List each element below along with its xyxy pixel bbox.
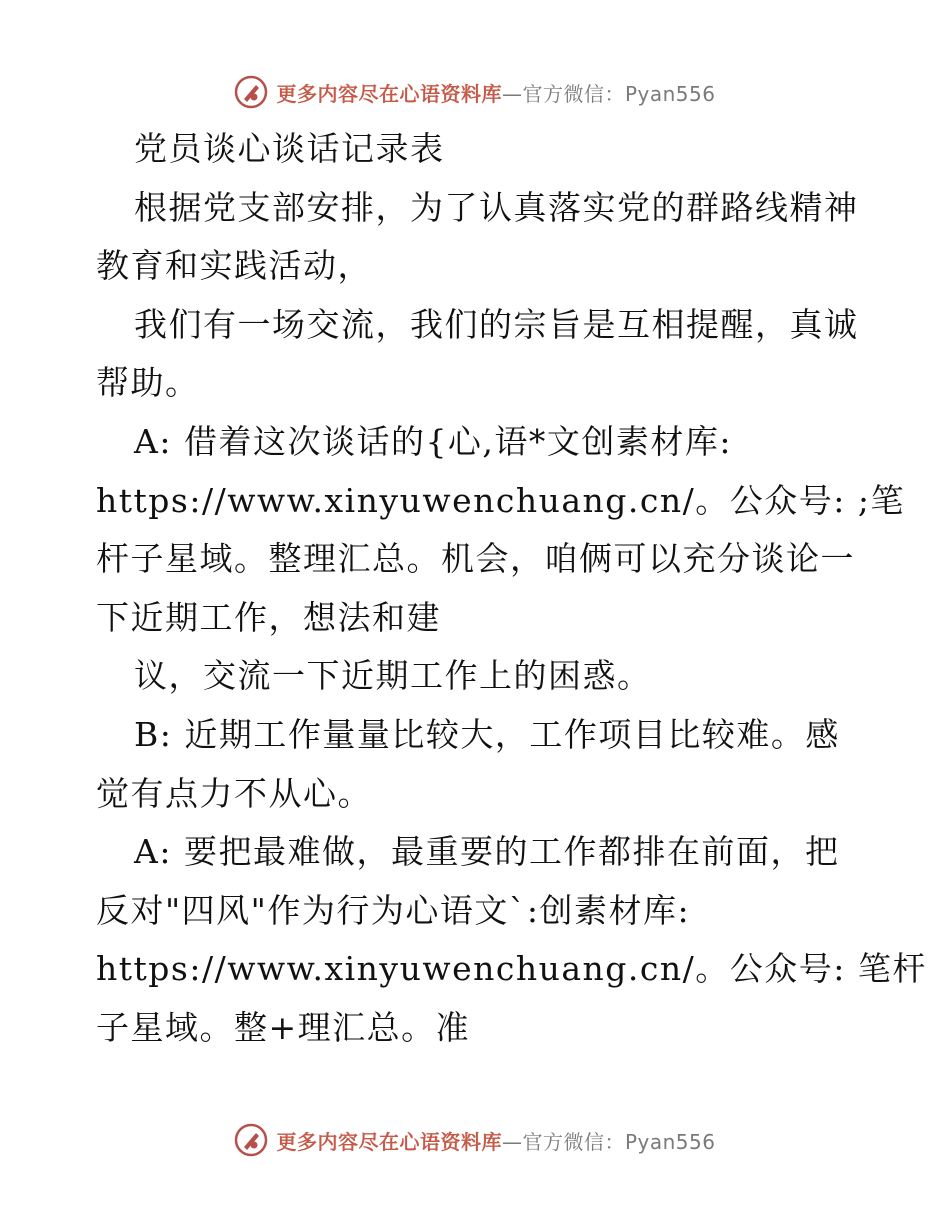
header-watermark xyxy=(0,72,950,112)
watermark-contact-text: —官方微信：Pyan556 xyxy=(501,81,716,106)
paragraph-line: 下近期工作，想法和建 xyxy=(96,597,441,637)
paragraph-line: 我们有一场交流，我们的宗旨是互相提醒，真诚 xyxy=(134,304,859,344)
paragraph-line: 子星域。整+理汇总。准 xyxy=(96,1007,471,1047)
paragraph-line: 教育和实践活动， xyxy=(96,246,372,286)
paragraph-line: A: 要把最难做，最重要的工作都排在前面，把 xyxy=(134,832,840,872)
paragraph-line: 议，交流一下近期工作上的困惑。 xyxy=(134,656,652,696)
watermark-main-text: 更多内容尽在心语资料库 xyxy=(276,81,502,106)
pen-nib-logo-icon xyxy=(234,75,268,109)
paragraph-line: 根据党支部安排，为了认真落实党的群路线精神 xyxy=(134,187,859,227)
watermark-contact-text: —官方微信：Pyan556 xyxy=(501,1129,716,1154)
footer-watermark xyxy=(0,1120,950,1160)
paragraph-line: 觉有点力不从心。 xyxy=(96,773,372,813)
document-body xyxy=(96,120,927,1058)
paragraph-line: https://www.xinyuwenchuang.cn/。公众号: ;笔 xyxy=(96,480,905,520)
paragraph-line: 反对"四风"作为行为心语文`:创素材库: xyxy=(96,890,691,930)
document-title: 党员谈心谈话记录表 xyxy=(134,129,445,168)
paragraph-line: 帮助。 xyxy=(96,363,200,403)
paragraph-line: https://www.xinyuwenchuang.cn/。公众号: 笔杆 xyxy=(96,949,927,989)
watermark-text xyxy=(276,1126,715,1155)
watermark-main-text: 更多内容尽在心语资料库 xyxy=(276,1129,502,1154)
paragraph-line: A: 借着这次谈话的{心,语*文创素材库: xyxy=(134,421,733,461)
watermark-text xyxy=(276,78,715,107)
pen-nib-logo-icon xyxy=(234,1123,268,1157)
paragraph-line: B: 近期工作量量比较大，工作项目比较难。感 xyxy=(134,714,840,754)
paragraph-line: 杆子星域。整理汇总。机会，咱俩可以充分谈论一 xyxy=(96,539,855,579)
